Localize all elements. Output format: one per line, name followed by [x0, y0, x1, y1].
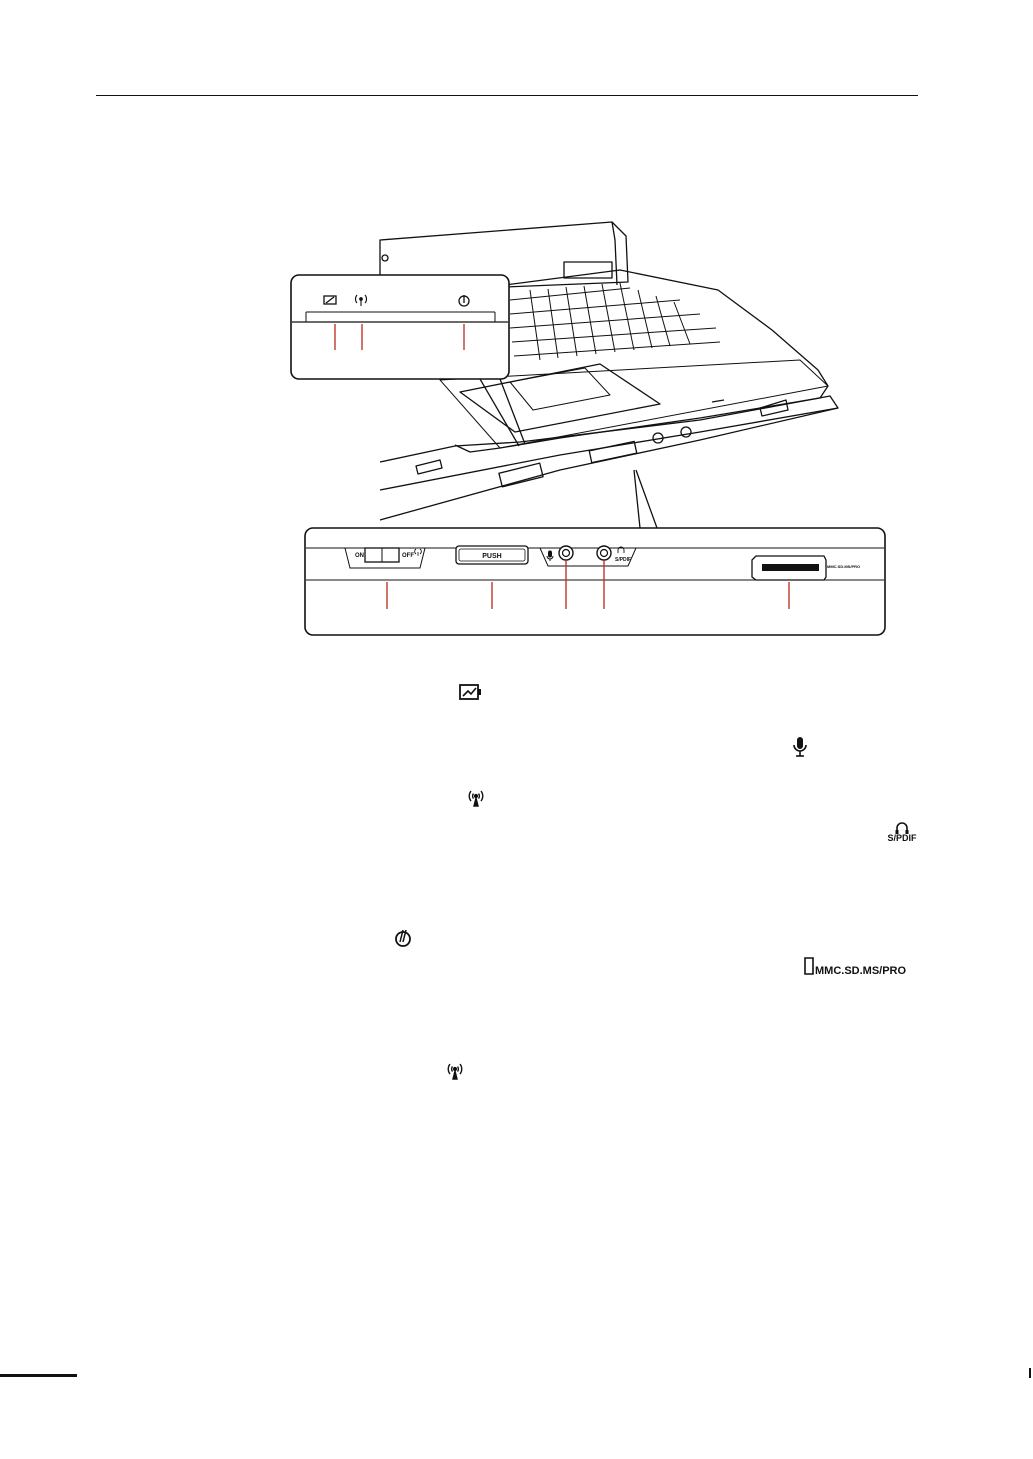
battery-charge-icon [460, 685, 481, 699]
callout-front-ports [305, 528, 885, 635]
callout-status-leds [291, 275, 525, 446]
footer-rule [0, 1374, 77, 1377]
spdif-label: S/PDIF [615, 557, 632, 563]
microphone-icon [794, 737, 806, 756]
footer-tick [1029, 1368, 1031, 1378]
wireless-antenna-icon [469, 791, 483, 806]
push-label: PUSH [482, 553, 502, 560]
card-reader-legend-label: MMC.SD.MS/PRO [815, 965, 907, 977]
spdif-legend-label: S/PDIF [887, 833, 917, 843]
card-reader-icon [805, 958, 813, 974]
power-icon [396, 930, 410, 946]
push-eject-button [456, 546, 528, 564]
wireless-antenna-icon [448, 1064, 462, 1079]
card-slot-label: MMC.SD.MS/PRO [827, 564, 861, 569]
switch-on-label: ON [355, 553, 364, 559]
switch-off-label: OFF [402, 553, 414, 559]
